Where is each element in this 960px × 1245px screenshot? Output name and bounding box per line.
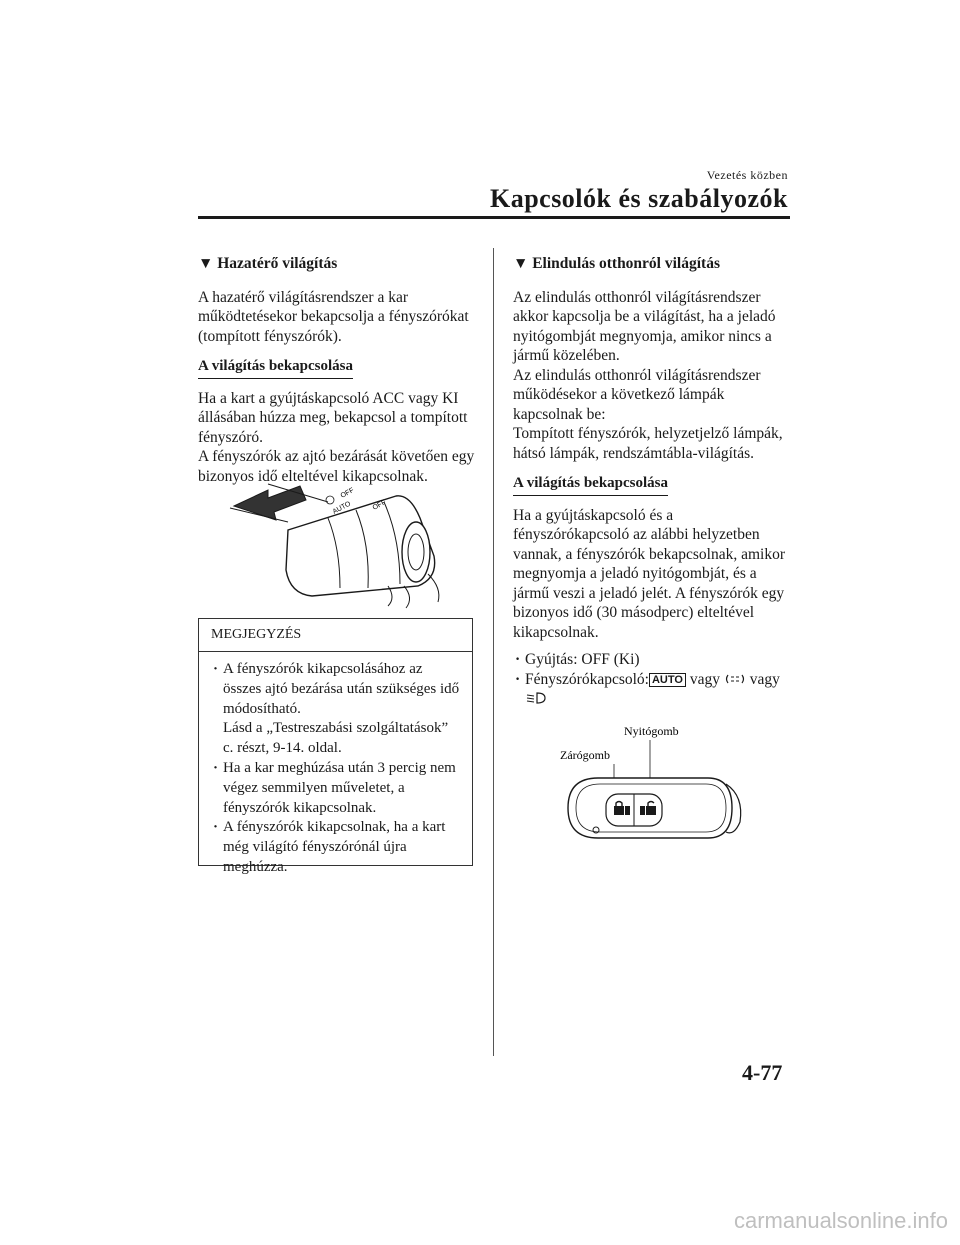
section-label: Vezetés közben [706, 168, 788, 182]
note-item-1 [211, 660, 460, 759]
note-box [198, 618, 473, 875]
sun-icon [326, 496, 334, 504]
lever-illustration [228, 478, 458, 610]
pull-arrow-icon [234, 486, 306, 520]
left-subheading: A világítás bekapcsolása [198, 357, 353, 379]
left-para2: A fényszórók az ajtó bezárását követően egy bizonyos idő elteltével kikapcsolnak. [198, 448, 475, 485]
left-intro: A hazatérő világításrendszer a kar működtetésekor bekapcsolja a fényszórókat (tompított fényszórók). [198, 288, 469, 345]
auto-icon: AUTO [649, 673, 686, 687]
position-lamp-icon [724, 673, 746, 685]
left-column [198, 254, 478, 486]
switch-label: Fényszórókapcsoló: [525, 670, 649, 688]
low-beam-icon [525, 692, 547, 704]
note-item-2: · Ha a kar meghúzása után 3 percig nem végez semmilyen műveletet, a fényszórók kikapcsolnak. [211, 759, 460, 818]
page-title: Kapcsolók és szabályozók [489, 184, 788, 213]
note-title: MEGJEGYZÉS [199, 619, 472, 652]
note-item-3: · A fényszórók kikapcsolnak, ha a kart még világító fényszórónál újra meghúzza. [211, 818, 460, 877]
right-heading: ▼ Elindulás otthonról világítás [513, 255, 720, 272]
or-text-1: vagy [689, 670, 720, 688]
or-text-2: vagy [749, 670, 780, 688]
key-fob-illustration [558, 722, 748, 852]
right-bullet-1: · Gyújtás: OFF (Ki) [513, 650, 793, 670]
lever-label-off-2: OFF [371, 499, 388, 512]
column-divider [493, 248, 494, 1056]
note-item-1-text: A fényszórók kikapcsolásához az összes ajtó bezárása után szükséges idő módosítható. [223, 661, 460, 717]
lever-label-auto: AUTO [331, 500, 353, 516]
lock-button-label: Zárógomb [560, 748, 610, 762]
left-para1: Ha a kart a gyújtáskapcsoló ACC vagy KI állásában húzza meg, bekapcsol a tompított fényszóró. [198, 389, 468, 446]
right-column [513, 254, 793, 709]
right-para1: Az elindulás otthonról világításrendszer akkor kapcsolja be a világítást, ha a jeladó nyitógombját megnyomja, amikor nincs a jármű közelében. [513, 288, 776, 364]
page-number: 4-77 [742, 1060, 783, 1085]
watermark [0, 1208, 960, 1234]
watermark-text: carmanualsonline.info [733, 1208, 948, 1233]
left-heading: ▼ Hazatérő világítás [198, 255, 338, 272]
right-para4: Ha a gyújtáskapcsoló és a fényszórókapcsoló az alábbi helyzetben vannak, a fényszórók bekapcsolnak, amikor megnyomja a jeladó nyitógombját, és a jármű veszi a jeladó jelét. A fényszórók egy bizonyos idő (30 másodperc) elteltével kikapcsolnak. [513, 506, 786, 641]
right-bullet-2 [513, 670, 793, 709]
lever-label-off-1: OFF [339, 487, 356, 500]
header-rule [198, 216, 790, 219]
open-button-label: Nyitógomb [624, 724, 679, 738]
right-para3: Tompított fényszórók, helyzetjelző lámpák, hátsó lámpák, rendszámtábla-világítás. [513, 425, 783, 462]
right-subheading: A világítás bekapcsolása [513, 474, 668, 496]
note-item-1-ref: Lásd a „Testreszabási szolgáltatások” c. részt, 9-14. oldal. [223, 720, 449, 757]
right-para2: Az elindulás otthonról világításrendszer működésekor a következő lámpák kapcsolnak be: [513, 366, 761, 423]
